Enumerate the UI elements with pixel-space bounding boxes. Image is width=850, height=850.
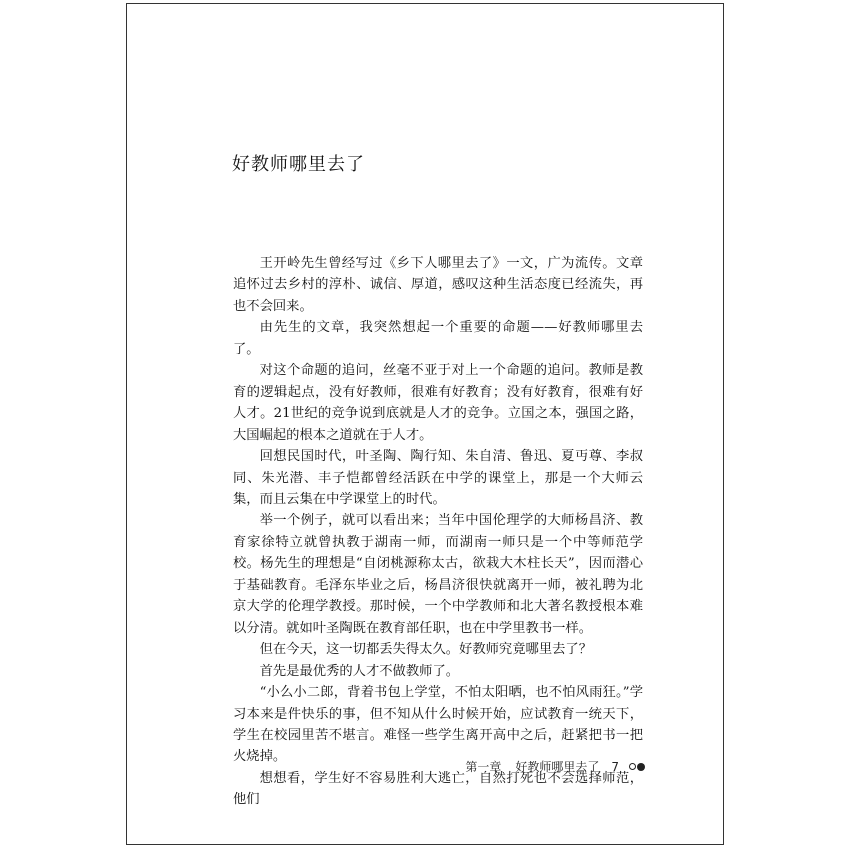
filled-circle-icon	[637, 763, 645, 771]
running-footer	[127, 758, 645, 775]
footer-chapter: 第一章	[465, 760, 502, 774]
paragraph: 回想民国时代，叶圣陶、陶行知、朱自清、鲁迅、夏丏尊、李叔同、朱光潜、丰子恺都曾经活跃在中学的课堂上，那是一个大师云集，而且云集在中学课堂上的时代。	[233, 449, 643, 507]
open-circle-icon	[629, 763, 636, 770]
paragraph: “小么小二郎，背着书包上学堂，不怕太阳晒，也不怕风雨狂。”学习本来是件快乐的事，但不知从什么时候开始，应试教育一统天下，学生在校园里苦不堪言。难怪一些学生离开高中之后，赶紧把书一把火烧掉。	[233, 685, 643, 765]
paragraph: 想想看，学生好不容易胜利大逃亡，自然打死也不会选择师范，他们	[233, 770, 643, 808]
chapter-title: 好教师哪里去了	[232, 154, 365, 175]
paragraph: 对这个命题的追问，丝毫不亚于对上一个命题的追问。教师是教育的逻辑起点，没有好教师，很难有好教育；没有好教育，很难有好人才。21世纪的竞争说到底就是人才的竞争。立国之本，强国之路，大国崛起的根本之道就在于人才。	[233, 363, 643, 443]
page-ornament-icon	[629, 763, 645, 771]
page-number: 7	[611, 759, 619, 774]
footer-section-title: 好教师哪里去了	[515, 760, 600, 774]
paragraph: 由先生的文章，我突然想起一个重要的命题——好教师哪里去了。	[233, 320, 643, 357]
book-page	[126, 3, 724, 845]
body-text	[233, 253, 643, 811]
paragraph: 举一个例子，就可以看出来；当年中国伦理学的大师杨昌济、教育家徐特立就曾执教于湖南一师，而湖南一师只是一个中等师范学校。杨先生的理想是“自闭桃源称太古，欲栽大木柱长天”，因而潜心于基础教育。毛泽东毕业之后，杨昌济很快就离开一师，被礼聘为北京大学的伦理学教授。那时候，一个中学教师和北大著名教授根本难以分清。就如叶圣陶既在教育部任职，也在中学里教书一样。	[233, 513, 643, 636]
paragraph: 首先是最优秀的人才不做教师了。	[259, 663, 460, 679]
paragraph: 王开岭先生曾经写过《乡下人哪里去了》一文，广为流传。文章追怀过去乡村的淳朴、诚信、厚道，感叹这种生活态度已经流失，再也不会回来。	[233, 256, 643, 314]
paragraph: 但在今天，这一切都丢失得太久。好教师究竟哪里去了？	[259, 642, 593, 658]
